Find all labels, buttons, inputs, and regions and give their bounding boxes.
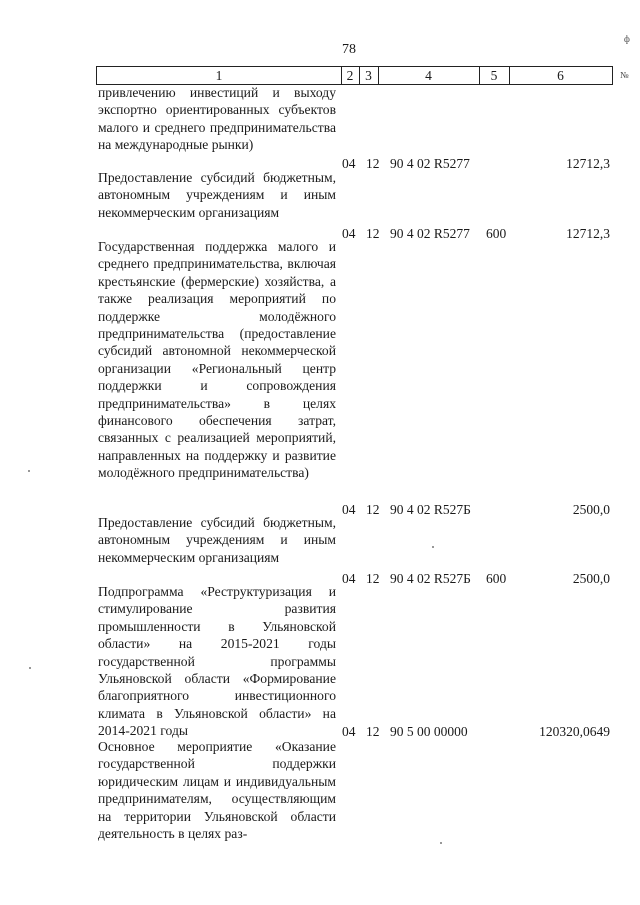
row-6-description <box>98 738 336 842</box>
scan-speck <box>432 546 434 548</box>
corner-mark-top: ф <box>624 34 630 44</box>
row-5-text: Подпрограмма «Реструктуризация и стимулирование развития промышленности в Ульяновской области» на 2015-2021 годы государственной программы Ульяновской области «Формирование благоприятного инвестиционного климата в Ульяновской области» на 2014-2021 годы <box>98 584 336 739</box>
header-cell-3: 3 <box>359 66 379 85</box>
row-5-code-a: 04 <box>342 724 356 739</box>
row-1-description <box>98 84 336 154</box>
row-5-description <box>98 583 336 740</box>
header-cell-1: 1 <box>96 66 342 85</box>
row-2-description <box>98 169 336 221</box>
row-2-text: Предоставление субсидий бюджетным, автономным учреждениям и иным некоммерческим организациям <box>98 170 336 220</box>
row-1-amount: 12712,3 <box>566 156 610 171</box>
header-cell-5: 5 <box>479 66 510 85</box>
row-4-amount: 2500,0 <box>572 571 610 586</box>
scan-speck <box>29 667 31 669</box>
row-1-text: привлечению инвестиций и выходу экспортно ориентированных субъектов малого и среднего предпринимательства на международные рынки) <box>98 85 336 153</box>
row-5-code-c: 90 5 00 00000 <box>390 724 468 739</box>
row-2-code-b: 12 <box>366 226 380 241</box>
row-4-text: Предоставление субсидий бюджетным, автономным учреждениям и иным некоммерческим организациям <box>98 515 336 565</box>
row-2-code-c: 90 4 02 R5277 <box>390 226 470 241</box>
scan-speck <box>440 842 442 844</box>
row-5-code-b: 12 <box>366 724 380 739</box>
scan-speck <box>28 470 30 472</box>
row-3-code-c: 90 4 02 R527Б <box>390 502 471 517</box>
row-3-description <box>98 238 336 482</box>
corner-mark-side: № <box>620 70 629 80</box>
row-4-code-a: 04 <box>342 571 356 586</box>
row-6-text: Основное мероприятие «Оказание государственной поддержки юридическим лицам и индивидуальным предпринимателям, осуществляющим на территории Ульяновской области деятельность в целях раз- <box>98 739 336 842</box>
header-cell-6: 6 <box>509 66 613 85</box>
page-number: 78 <box>342 42 356 57</box>
row-4-code-d: 600 <box>486 571 507 586</box>
header-cell-2: 2 <box>341 66 360 85</box>
row-2-code-d: 600 <box>486 226 507 241</box>
row-4-description <box>98 514 336 566</box>
row-2-code-a: 04 <box>342 226 356 241</box>
row-4-code-b: 12 <box>366 571 380 586</box>
row-2-amount: 12712,3 <box>566 226 610 241</box>
row-3-text: Государственная поддержка малого и среднего предпринимательства, включая крестьянские (фермерские) хозяйства, а также реализация мероприятий по поддержке молодёжного предпринимательства (предоставление субсидий автономной некоммерческой организации «Региональный центр поддержки и сопровождения предпринимательства» в целях финансового обеспечения затрат, связанных с реализацией мероприятий, направленных на поддержку и развитие молодёжного предпринимательства) <box>98 239 336 481</box>
header-cell-4: 4 <box>378 66 480 85</box>
row-5-amount: 120320,0649 <box>539 724 610 739</box>
row-1-code-a: 04 <box>342 156 356 171</box>
row-1-code-c: 90 4 02 R5277 <box>390 156 470 171</box>
row-3-code-a: 04 <box>342 502 356 517</box>
row-3-amount: 2500,0 <box>572 502 610 517</box>
row-3-code-b: 12 <box>366 502 380 517</box>
row-1-code-b: 12 <box>366 156 380 171</box>
row-4-code-c: 90 4 02 R527Б <box>390 571 471 586</box>
